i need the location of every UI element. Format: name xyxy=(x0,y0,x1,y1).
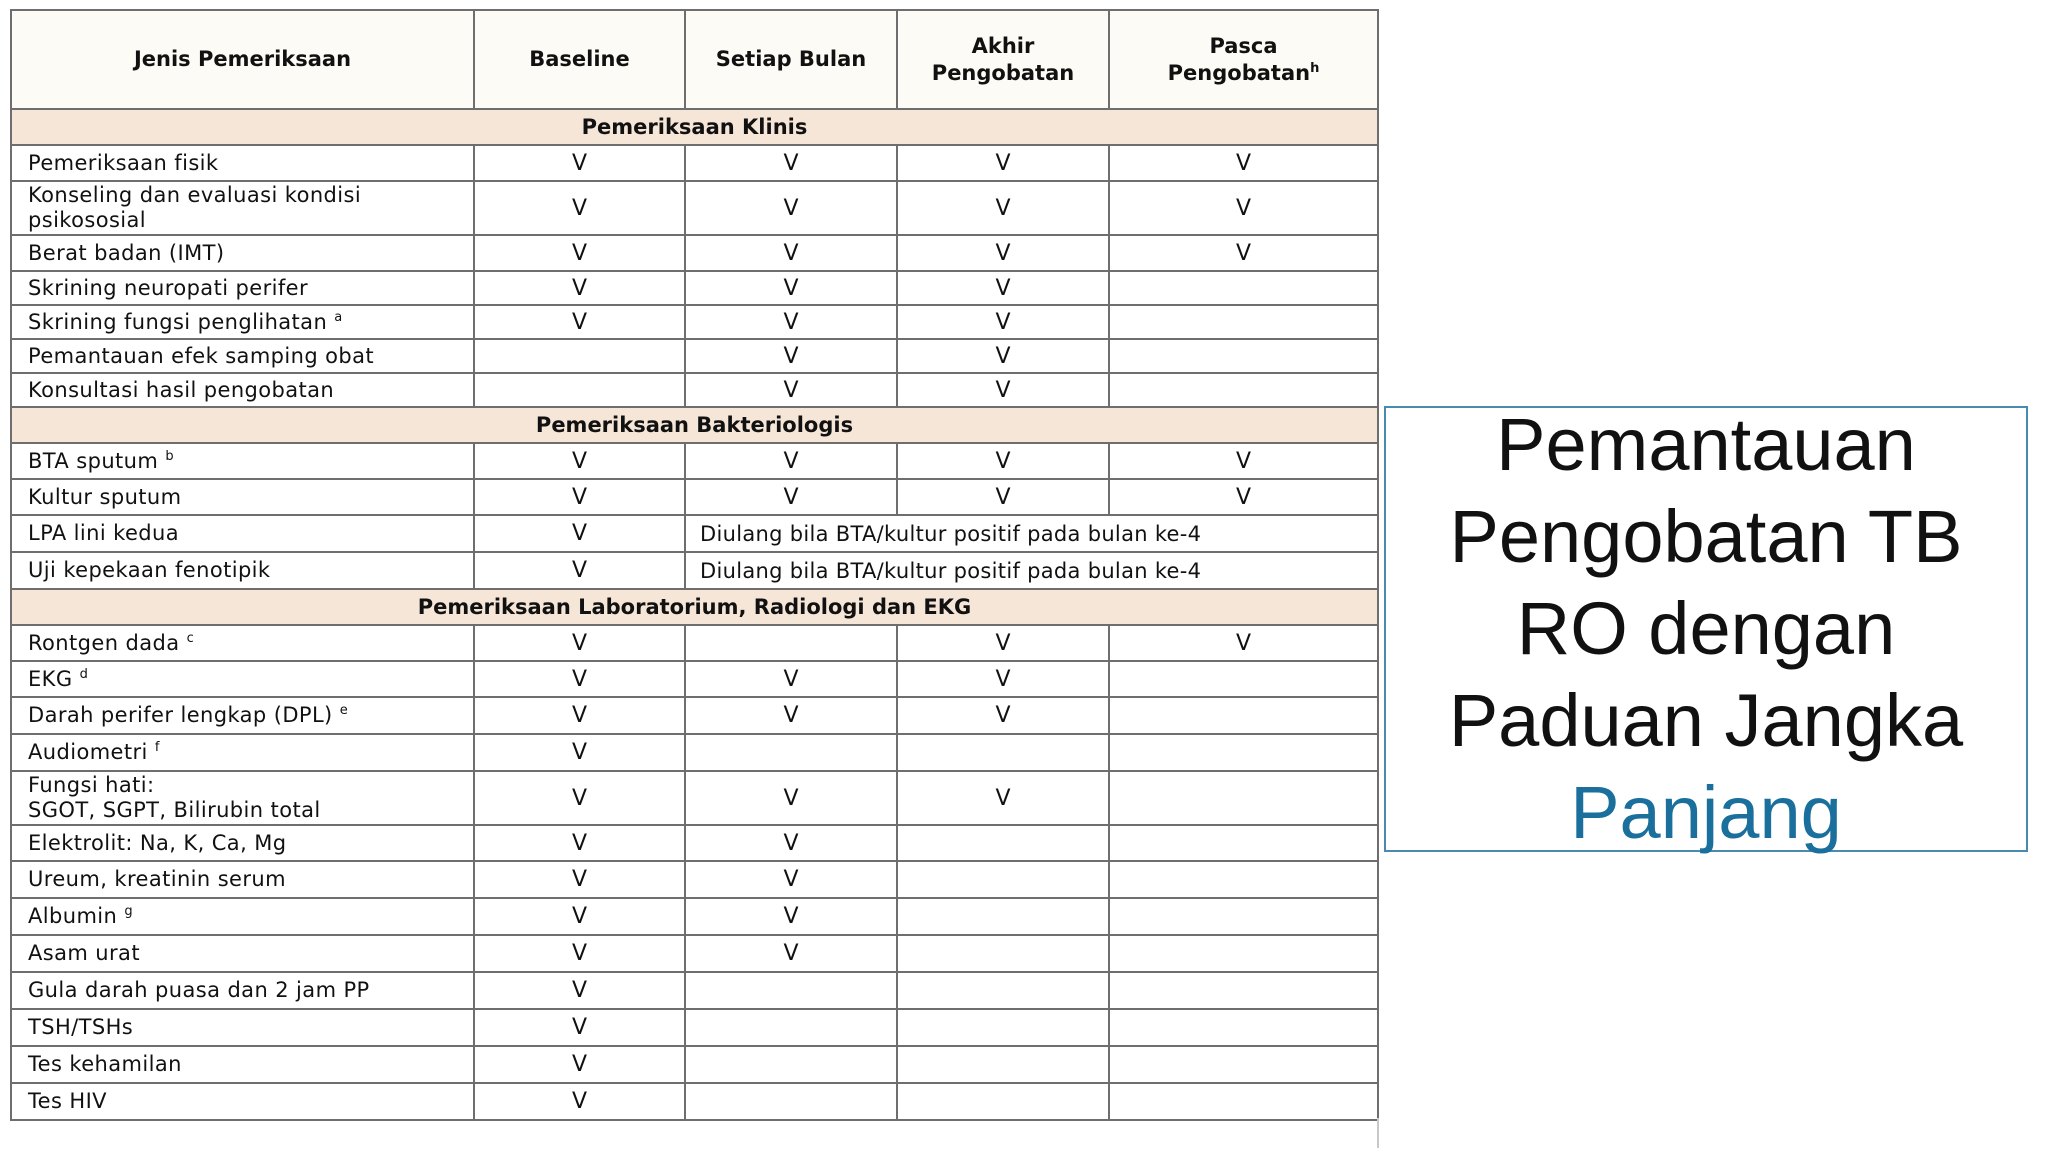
check-mark: V xyxy=(685,898,897,935)
check-mark: V xyxy=(685,935,897,972)
table-row xyxy=(11,305,1378,339)
check-mark: V xyxy=(474,1046,685,1083)
empty-cell xyxy=(1109,661,1378,697)
check-mark: V xyxy=(897,771,1109,825)
row-label: Elektrolit: Na, K, Ca, Mg xyxy=(11,825,474,861)
empty-cell xyxy=(897,734,1109,771)
check-mark: V xyxy=(685,697,897,734)
empty-cell xyxy=(685,1046,897,1083)
header-baseline: Baseline xyxy=(474,10,685,109)
check-mark: V xyxy=(897,145,1109,181)
table-row xyxy=(11,181,1378,235)
row-label: TSH/TSHs xyxy=(11,1009,474,1046)
section-title-laboratorium: Pemeriksaan Laboratorium, Radiologi dan EKG xyxy=(11,589,1378,625)
check-mark: V xyxy=(474,861,685,898)
section-title-bakteriologis: Pemeriksaan Bakteriologis xyxy=(11,407,1378,443)
empty-cell xyxy=(1109,1083,1378,1120)
table-row xyxy=(11,771,1378,825)
check-mark: V xyxy=(897,661,1109,697)
table-row xyxy=(11,145,1378,181)
check-mark: V xyxy=(474,271,685,305)
empty-cell xyxy=(897,861,1109,898)
check-mark: V xyxy=(1109,145,1378,181)
check-mark: V xyxy=(897,373,1109,407)
row-label: BTA sputum $^b$ xyxy=(11,443,474,479)
table-row xyxy=(11,479,1378,515)
row-label: Asam urat xyxy=(11,935,474,972)
title-line-4: Paduan Jangka xyxy=(1448,679,1964,762)
table-row xyxy=(11,661,1378,697)
empty-cell xyxy=(1109,339,1378,373)
check-mark: V xyxy=(1109,443,1378,479)
check-mark: V xyxy=(474,235,685,271)
table-row xyxy=(11,825,1378,861)
row-label: Audiometri $^f$ xyxy=(11,734,474,771)
check-mark: V xyxy=(685,145,897,181)
table-edge-divider xyxy=(1377,1118,1383,1148)
row-label: Gula darah puasa dan 2 jam PP xyxy=(11,972,474,1009)
row-label: Rontgen dada $^c$ xyxy=(11,625,474,661)
check-mark: V xyxy=(897,271,1109,305)
row-label: EKG $^d$ xyxy=(11,661,474,697)
check-mark: V xyxy=(474,515,685,552)
row-label: Darah perifer lengkap (DPL) $^e$ xyxy=(11,697,474,734)
row-label: Fungsi hati: SGOT, SGPT, Bilirubin total xyxy=(11,771,474,825)
check-mark: V xyxy=(1109,181,1378,235)
empty-cell xyxy=(1109,898,1378,935)
check-mark: V xyxy=(474,479,685,515)
check-mark: V xyxy=(685,771,897,825)
table-row xyxy=(11,935,1378,972)
check-mark: V xyxy=(685,861,897,898)
check-mark: V xyxy=(685,339,897,373)
empty-cell xyxy=(1109,861,1378,898)
check-mark: V xyxy=(474,825,685,861)
header-setiap-bulan: Setiap Bulan xyxy=(685,10,897,109)
table-row xyxy=(11,1046,1378,1083)
table-row xyxy=(11,697,1378,734)
empty-cell xyxy=(685,972,897,1009)
empty-cell xyxy=(685,625,897,661)
table-row xyxy=(11,515,1378,552)
check-mark: V xyxy=(474,625,685,661)
title-line-1: Pemantauan xyxy=(1496,403,1916,486)
title-line-3: RO dengan xyxy=(1516,587,1896,670)
row-label: Berat badan (IMT) xyxy=(11,235,474,271)
check-mark: V xyxy=(685,305,897,339)
row-label: Skrining fungsi penglihatan $^a$ xyxy=(11,305,474,339)
row-label: LPA lini kedua xyxy=(11,515,474,552)
check-mark: V xyxy=(474,1009,685,1046)
check-mark: V xyxy=(474,181,685,235)
check-mark: V xyxy=(685,661,897,697)
check-mark: V xyxy=(474,697,685,734)
row-label: Ureum, kreatinin serum xyxy=(11,861,474,898)
table-row xyxy=(11,734,1378,771)
check-mark: V xyxy=(474,552,685,589)
section-row-klinis xyxy=(11,109,1378,145)
table-row xyxy=(11,861,1378,898)
empty-cell xyxy=(685,1083,897,1120)
header-pasca-pengobatan: Pasca Pengobatan$^h$ xyxy=(1109,10,1378,109)
empty-cell xyxy=(1109,305,1378,339)
empty-cell xyxy=(1109,1046,1378,1083)
check-mark: V xyxy=(1109,235,1378,271)
header-row xyxy=(11,10,1378,109)
empty-cell xyxy=(474,339,685,373)
check-mark: V xyxy=(474,1083,685,1120)
check-mark: V xyxy=(474,771,685,825)
monitoring-table xyxy=(10,9,1379,1121)
table-row xyxy=(11,235,1378,271)
header-akhir-pengobatan: Akhir Pengobatan xyxy=(897,10,1109,109)
check-mark: V xyxy=(685,825,897,861)
empty-cell xyxy=(1109,373,1378,407)
row-label: Skrining neuropati perifer xyxy=(11,271,474,305)
table-row xyxy=(11,443,1378,479)
empty-cell xyxy=(474,373,685,407)
empty-cell xyxy=(897,935,1109,972)
empty-cell xyxy=(1109,825,1378,861)
check-mark: V xyxy=(474,972,685,1009)
check-mark: V xyxy=(474,661,685,697)
check-mark: V xyxy=(685,373,897,407)
table-row xyxy=(11,373,1378,407)
table-row xyxy=(11,271,1378,305)
check-mark: V xyxy=(1109,479,1378,515)
table-row xyxy=(11,1083,1378,1120)
empty-cell xyxy=(685,734,897,771)
table-row xyxy=(11,972,1378,1009)
section-title-klinis: Pemeriksaan Klinis xyxy=(11,109,1378,145)
check-mark: V xyxy=(685,235,897,271)
empty-cell xyxy=(685,1009,897,1046)
row-label: Kultur sputum xyxy=(11,479,474,515)
check-mark: V xyxy=(897,181,1109,235)
empty-cell xyxy=(1109,697,1378,734)
row-label: Konseling dan evaluasi kondisi psikososial xyxy=(11,181,474,235)
repeat-note: Diulang bila BTA/kultur positif pada bulan ke-4 xyxy=(685,552,1378,589)
empty-cell xyxy=(1109,972,1378,1009)
table-row xyxy=(11,1009,1378,1046)
repeat-note: Diulang bila BTA/kultur positif pada bulan ke-4 xyxy=(685,515,1378,552)
section-row-bakteriologis xyxy=(11,407,1378,443)
section-row-laboratorium xyxy=(11,589,1378,625)
empty-cell xyxy=(897,1046,1109,1083)
empty-cell xyxy=(897,1009,1109,1046)
empty-cell xyxy=(897,972,1109,1009)
empty-cell xyxy=(1109,935,1378,972)
check-mark: V xyxy=(685,181,897,235)
check-mark: V xyxy=(685,443,897,479)
check-mark: V xyxy=(474,734,685,771)
empty-cell xyxy=(897,825,1109,861)
check-mark: V xyxy=(897,235,1109,271)
check-mark: V xyxy=(474,305,685,339)
empty-cell xyxy=(1109,734,1378,771)
empty-cell xyxy=(1109,771,1378,825)
row-label: Pemeriksaan fisik xyxy=(11,145,474,181)
check-mark: V xyxy=(474,898,685,935)
empty-cell xyxy=(897,1083,1109,1120)
row-label: Uji kepekaan fenotipik xyxy=(11,552,474,589)
check-mark: V xyxy=(685,479,897,515)
empty-cell xyxy=(897,898,1109,935)
check-mark: V xyxy=(897,443,1109,479)
table-row xyxy=(11,552,1378,589)
title-line-5-accent: Panjang xyxy=(1570,771,1842,854)
title-line-2: Pengobatan TB xyxy=(1449,495,1963,578)
check-mark: V xyxy=(474,935,685,972)
row-label: Pemantauan efek samping obat xyxy=(11,339,474,373)
row-label: Tes kehamilan xyxy=(11,1046,474,1083)
check-mark: V xyxy=(685,271,897,305)
table-row xyxy=(11,625,1378,661)
check-mark: V xyxy=(474,443,685,479)
check-mark: V xyxy=(474,145,685,181)
check-mark: V xyxy=(897,625,1109,661)
table-row xyxy=(11,339,1378,373)
check-mark: V xyxy=(897,305,1109,339)
row-label: Konsultasi hasil pengobatan xyxy=(11,373,474,407)
table-row xyxy=(11,898,1378,935)
empty-cell xyxy=(1109,271,1378,305)
check-mark: V xyxy=(897,479,1109,515)
header-jenis: Jenis Pemeriksaan xyxy=(11,10,474,109)
row-label: Tes HIV xyxy=(11,1083,474,1120)
empty-cell xyxy=(1109,1009,1378,1046)
check-mark: V xyxy=(897,697,1109,734)
check-mark: V xyxy=(1109,625,1378,661)
row-label: Albumin $^g$ xyxy=(11,898,474,935)
slide-title-box xyxy=(1384,403,2028,854)
check-mark: V xyxy=(897,339,1109,373)
